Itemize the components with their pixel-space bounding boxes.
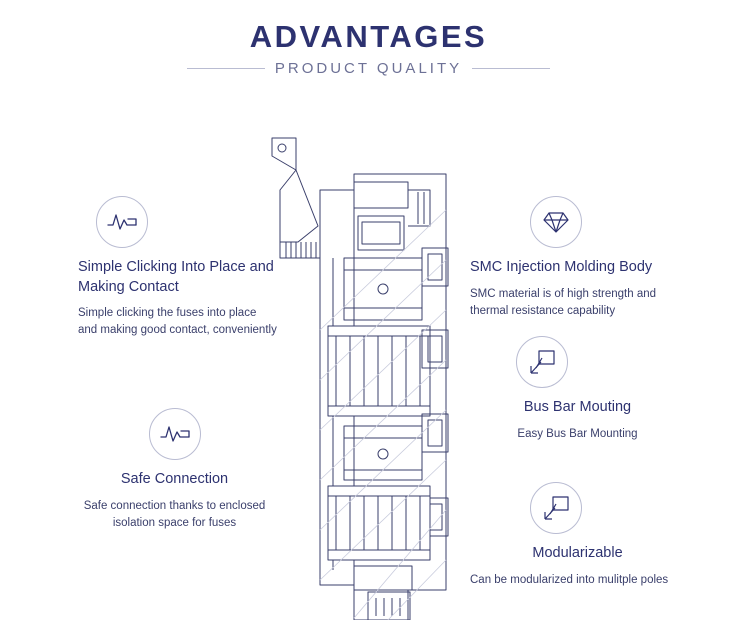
feature-title: Modularizable <box>532 545 623 561</box>
waveform-circle-icon <box>149 408 201 460</box>
subtitle-row <box>0 60 737 77</box>
feature-description: Can be modularized into mulitple poles <box>470 573 669 586</box>
feature-title: Simple Clicking Into Place and Making Contact <box>78 259 274 295</box>
feature-title: Bus Bar Mouting <box>523 399 632 415</box>
waveform-circle-icon <box>96 196 148 248</box>
fuse-switch-disconnector-line-drawing <box>258 130 488 620</box>
feature-title: Safe Connection <box>120 471 229 487</box>
modular-circle-icon <box>530 482 582 534</box>
rule-left <box>187 68 265 69</box>
feature-simple-clicking <box>78 196 278 340</box>
feature-description: Easy Bus Bar Mounting <box>517 427 638 440</box>
page-title: ADVANTAGES <box>249 19 488 54</box>
feature-smc-injection-molding-body <box>470 196 690 320</box>
feature-description: Safe connection thanks to enclosed isolation space for fuses <box>83 499 266 529</box>
diamond-circle-icon <box>530 196 582 248</box>
feature-title: SMC Injection Molding Body <box>470 259 653 275</box>
rule-right <box>472 68 550 69</box>
feature-bus-bar-mounting <box>470 336 685 443</box>
product-illustration <box>258 130 488 620</box>
feature-safe-connection <box>82 408 267 532</box>
page-subtitle: PRODUCT QUALITY <box>274 60 463 78</box>
page-header <box>0 20 737 77</box>
feature-description: SMC material is of high strength and thermal resistance capability <box>470 287 657 317</box>
busbar-circle-icon <box>516 336 568 388</box>
feature-modularizable <box>470 482 685 589</box>
feature-description: Simple clicking the fuses into place and making good contact, conveniently <box>78 307 277 337</box>
